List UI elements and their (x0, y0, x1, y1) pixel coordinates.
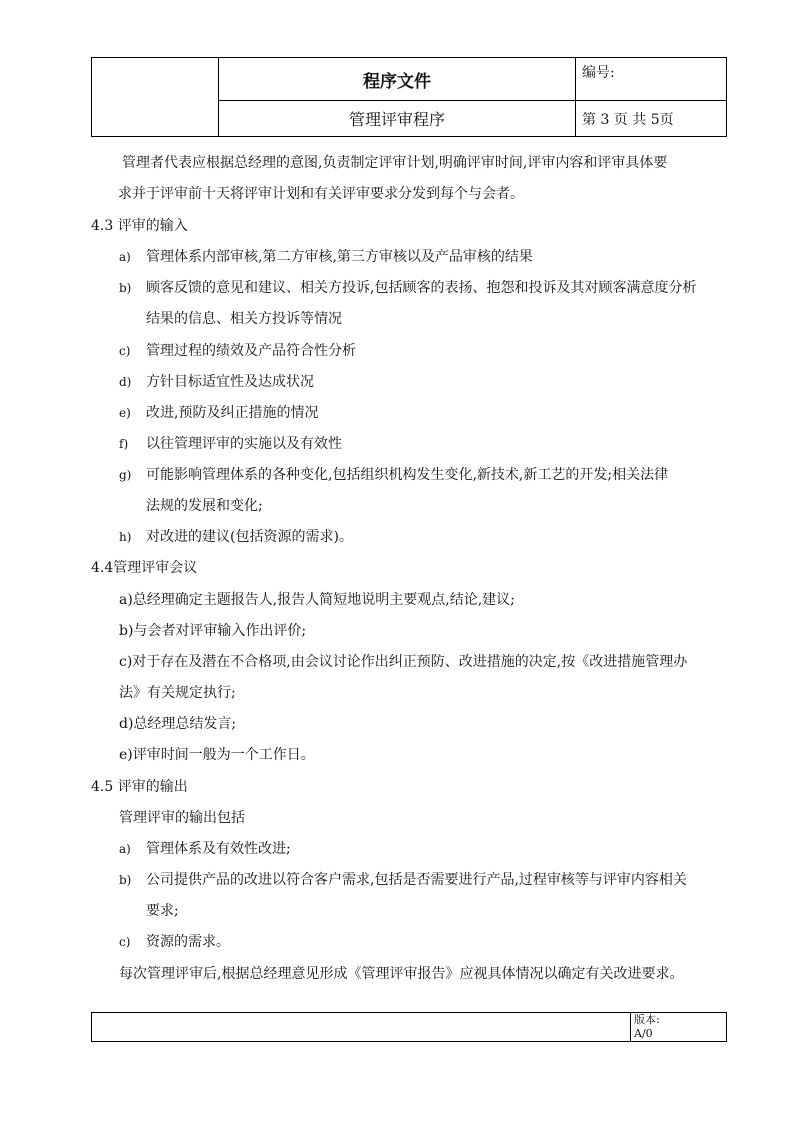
list-item: 管理过程的绩效及产品符合性分析 (146, 343, 356, 359)
intro-line-2: 求并于评审前十天将评审计划和有关评审要求分发到每个与会者。 (118, 186, 524, 202)
logo-cell (92, 58, 219, 137)
meeting-line: d)总经理总结发言; (119, 716, 237, 732)
output-lead: 管理评审的输出包括 (119, 810, 245, 826)
list-marker: d) (119, 375, 132, 389)
list-marker: c) (119, 344, 131, 358)
version-label: 版本: (634, 1013, 660, 1026)
meeting-line: a)总经理确定主题报告人,报告人简短地说明主要观点,结论,建议; (119, 592, 515, 608)
list-marker: c) (119, 935, 131, 949)
list-item: 管理体系及有效性改进; (146, 841, 291, 857)
document-header-table (91, 57, 727, 137)
list-item: 公司提供产品的改进以符合客户需求,包括是否需要进行产品,过程审核等与评审内容相关 (146, 872, 687, 888)
footer-blank-cell (92, 1013, 631, 1042)
meeting-line: e)评审时间一般为一个工作日。 (119, 747, 315, 763)
closing-paragraph: 每次管理评审后,根据总经理意见形成《管理评审报告》应视具体情况以确定有关改进要求。 (119, 966, 684, 982)
list-marker: f) (119, 437, 129, 451)
version-value: A/0 (634, 1027, 653, 1040)
doc-type: 程序文件 (219, 58, 576, 101)
list-item-continuation: 结果的信息、相关方投诉等情况 (146, 311, 342, 327)
section-4-5-heading: 4.5 评审的输出 (91, 779, 188, 795)
section-4-4-heading: 4.4管理评审会议 (91, 560, 198, 576)
list-item: 管理体系内部审核,第二方审核,第三方审核以及产品审核的结果 (146, 249, 533, 265)
list-item-continuation: 法规的发展和变化; (146, 498, 263, 514)
list-item: 对改进的建议(包括资源的需求)。 (146, 529, 353, 545)
list-marker: h) (119, 530, 132, 544)
list-item: 资源的需求。 (146, 934, 230, 950)
section-4-3-heading: 4.3 评审的输入 (91, 218, 188, 234)
intro-line-1: 管理者代表应根据总经理的意图,负责制定评审计划,明确评审时间,评审内容和评审具体要 (122, 155, 668, 171)
list-marker: e) (119, 406, 131, 420)
page-info: 第 3 页 共 5页 (576, 101, 727, 137)
list-item: 可能影响管理体系的各种变化,包括组织机构发生变化,新技术,新工艺的开发;相关法律 (146, 467, 669, 483)
list-marker: a) (119, 842, 131, 856)
list-item: 顾客反馈的意见和建议、相关方投诉,包括顾客的表扬、抱怨和投诉及其对顾客满意度分析 (146, 280, 697, 296)
doc-number-label: 编号: (576, 58, 727, 101)
list-marker: b) (119, 873, 132, 887)
doc-title: 管理评审程序 (219, 101, 576, 137)
list-item: 以往管理评审的实施以及有效性 (146, 436, 342, 452)
meeting-line: c)对于存在及潜在不合格项,由会议讨论作出纠正预防、改进措施的决定,按《改进措施管理办 (119, 654, 688, 670)
version-cell (631, 1013, 727, 1042)
list-item-continuation: 要求; (146, 903, 179, 919)
list-marker: a) (119, 250, 131, 264)
list-item: 方针目标适宜性及达成状况 (146, 374, 314, 390)
document-footer-table (91, 1012, 727, 1042)
list-marker: g) (119, 468, 132, 482)
list-marker: b) (119, 281, 132, 295)
meeting-line: b)与会者对评审输入作出评价; (119, 623, 307, 639)
meeting-line-continuation: 法》有关规定执行; (119, 685, 236, 701)
list-item: 改进,预防及纠正措施的情况 (146, 405, 319, 421)
